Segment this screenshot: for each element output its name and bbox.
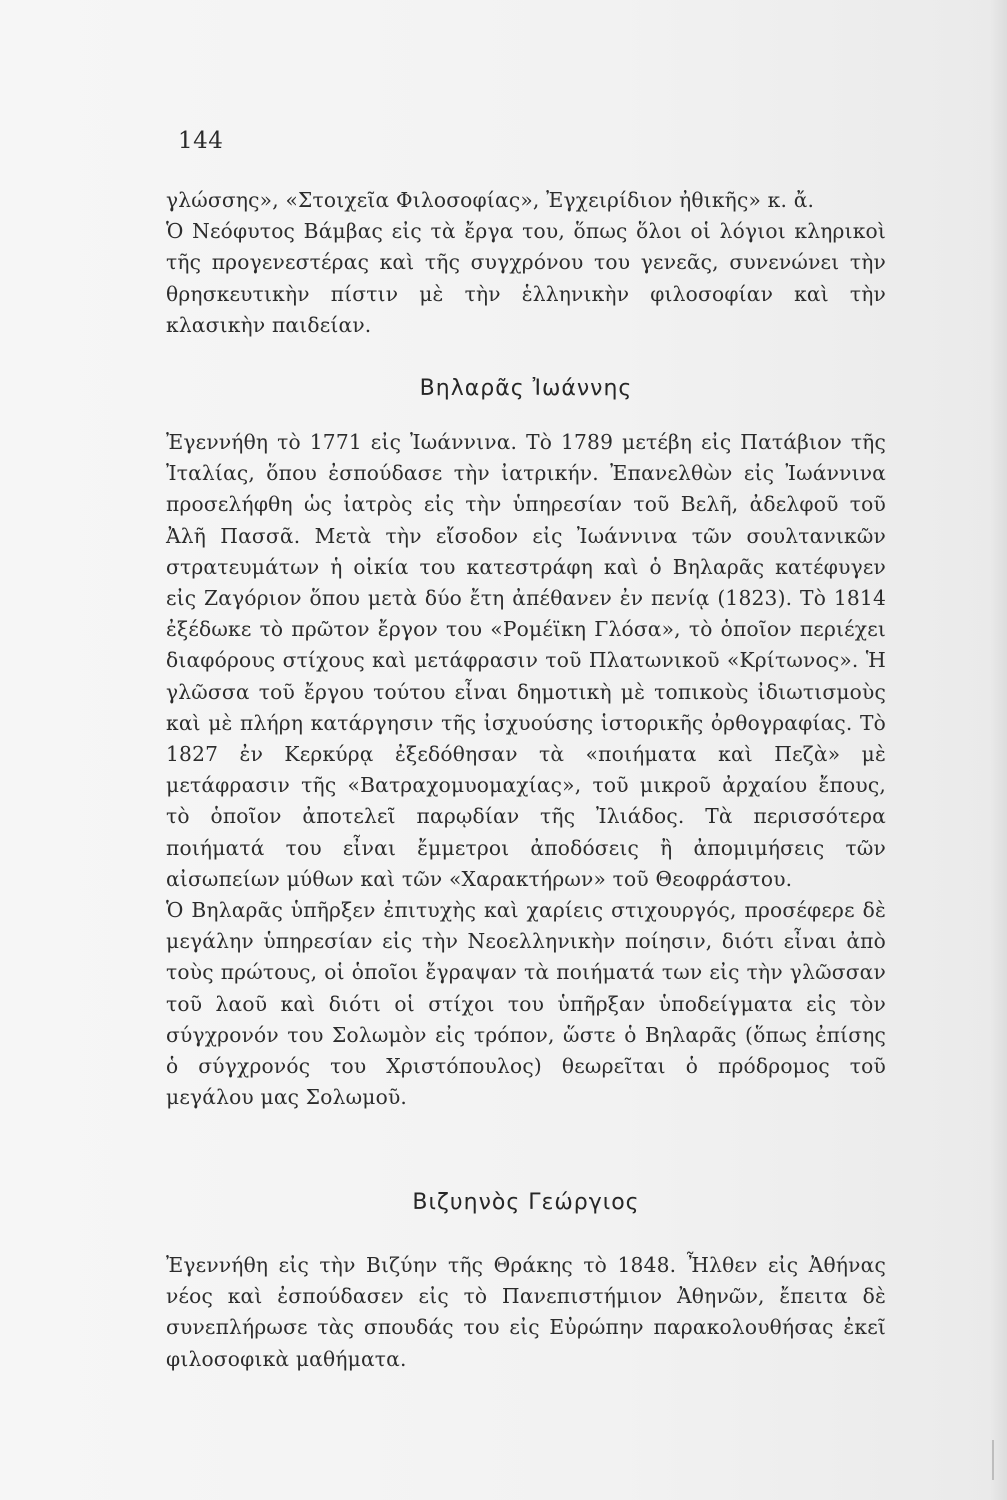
- page-edge-shadow: [989, 0, 1007, 1500]
- scan-edge-mark: [992, 1440, 994, 1480]
- intro-paragraph: Ὁ Νεόφυτος Βάμβας εἰς τὰ ἔργα του, ὅπως ὅλοι οἱ λόγιοι κληρικοὶ τῆς προγενεστέρας καὶ τῆς συγχρόνου του γενεᾶς, συνενώνει τὴν θρησκευτικὴν πίστιν μὲ τὴν ἑλληνικὴν φιλοσοφίαν καὶ τὴν κλασικὴν παιδείαν.: [166, 219, 886, 337]
- section-heading-vilaras: Βηλαρᾶς Ἰωάννης: [419, 376, 633, 401]
- section-body-vilaras: [166, 427, 886, 1113]
- intro-text: [166, 185, 886, 341]
- section-heading-vizyinos: Βιζυηνὸς Γεώργιος: [412, 1190, 640, 1215]
- vilaras-assessment-paragraph: Ὁ Βηλαρᾶς ὑπῆρξεν ἐπιτυχὴς καὶ χαρίεις στιχουργός, προσέφερε δὲ μεγάλην ὑπηρεσίαν εἰς τὴν Νεοελληνικὴν ποίησιν, διότι εἶναι ἀπὸ τοὺς πρώτους, οἱ ὁποῖοι ἔγραψαν τὰ ποιήματά των εἰς τὴν γλῶσσαν τοῦ λαοῦ καὶ διότι οἱ στίχοι του ὑπῆρξαν ὑποδείγματα εἰς τὸν σύγχρονόν του Σολωμὸν εἰς τρόπον, ὥστε ὁ Βηλαρᾶς (ὅπως ἐπίσης ὁ σύγχρονός του Χριστόπουλος) θεωρεῖται ὁ πρόδρομος τοῦ μεγάλου μας Σολωμοῦ.: [166, 898, 886, 1110]
- vizyinos-biography-paragraph: Ἐγεννήθη εἰς τὴν Βιζύην τῆς Θράκης τὸ 1848. Ἦλθεν εἰς Ἀθήνας νέος καὶ ἐσπούδασεν εἰς τὸ Πανεπιστήμιον Ἀθηνῶν, ἔπειτα δὲ συνεπλήρωσε τὰς σπουδάς του εἰς Εὐρώπην παρακολουθήσας ἐκεῖ φιλοσοφικὰ μαθήματα.: [166, 1253, 886, 1371]
- vilaras-biography-paragraph: Ἐγεννήθη τὸ 1771 εἰς Ἰωάννινα. Τὸ 1789 μετέβη εἰς Πατάβιον τῆς Ἰταλίας, ὅπου ἐσπούδασε τὴν ἰατρικήν. Ἐπανελθὼν εἰς Ἰωάννινα προσελήφθη ὡς ἰατρὸς εἰς τὴν ὑπηρεσίαν τοῦ Βελῆ, ἀδελφοῦ τοῦ Ἀλῆ Πασσᾶ. Μετὰ τὴν εἴσοδον εἰς Ἰωάννινα τῶν σουλτανικῶν στρατευμάτων ἡ οἰκία του κατεστράφη καὶ ὁ Βηλαρᾶς κατέφυγεν εἰς Ζαγόριον ὅπου μετὰ δύο ἔτη ἀπέθανεν ἐν πενίᾳ (1823). Τὸ 1814 ἐξέδωκε τὸ πρῶτον ἔργον του «Ρομέϊκη Γλόσα», τὸ ὁποῖον περιέχει διαφόρους στίχους καὶ μετάφρασιν τοῦ Πλατωνικοῦ «Κρίτωνος». Ἡ γλῶσσα τοῦ ἔργου τούτου εἶναι δημοτικὴ μὲ τοπικοὺς ἰδιωτισμοὺς καὶ μὲ πλήρη κατάργησιν τῆς ἰσχυούσης ἱστορικῆς ὀρθογραφίας. Τὸ 1827 ἐν Κερκύρᾳ ἐξεδόθησαν τὰ «ποιήματα καὶ Πεζὰ» μὲ μετάφρασιν τῆς «Βατραχομυομαχίας», τοῦ μικροῦ ἀρχαίου ἔπους, τὸ ὁποῖον ἀποτελεῖ παρῳδίαν τῆς Ἰλιάδος. Τὰ περισσότερα ποιήματά του εἶναι ἔμμετροι ἀποδόσεις ἢ ἀπομιμήσεις τῶν αἰσωπείων μύθων καὶ τῶν «Χαρακτήρων» τοῦ Θεοφράστου.: [166, 430, 886, 891]
- intro-first-line: γλώσσης», «Στοιχεῖα Φιλοσοφίας», Ἐγχειρίδιον ἠθικῆς» κ. ἄ.: [166, 188, 815, 212]
- page-number: 144: [178, 128, 224, 154]
- section-body-vizyinos: [166, 1250, 886, 1375]
